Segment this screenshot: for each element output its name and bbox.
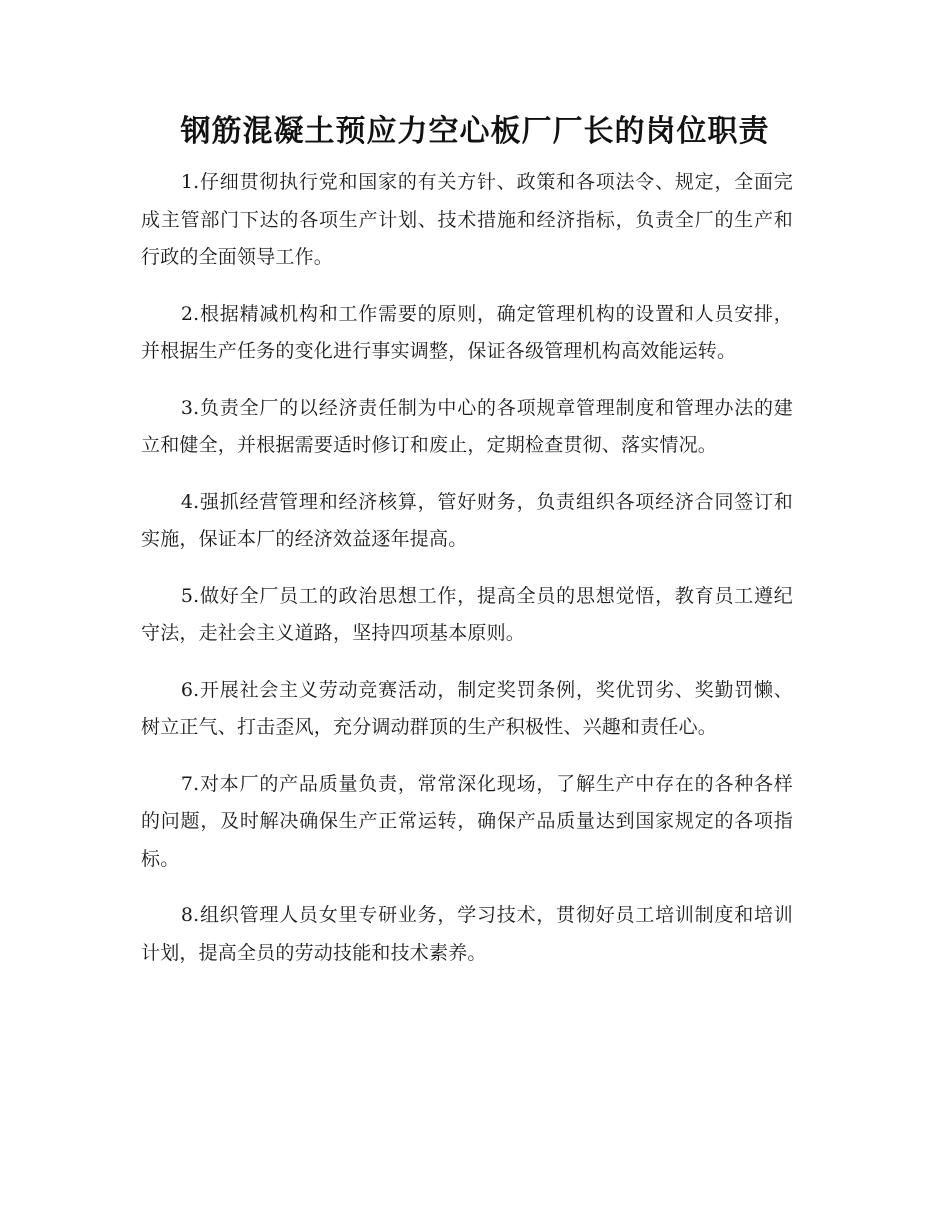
paragraph-7: 7.对本厂的产品质量负责，常常深化现场，了解生产中存在的各种各样的问题，及时解决确保生产正常运转，确保产品质量达到国家规定的各项指标。 bbox=[141, 772, 793, 870]
paragraph-8: 8.组织管理人员女里专研业务，学习技术，贯彻好员工培训制度和培训计划，提高全员的劳动技能和技术素养。 bbox=[141, 904, 793, 964]
paragraph-3: 3.负责全厂的以经济责任制为中心的各项规章管理制度和管理办法的建立和健全，并根据需要适时修订和废止，定期检查贯彻、落实情况。 bbox=[141, 396, 793, 456]
paragraph-2: 2.根据精减机构和工作需要的原则，确定管理机构的设置和人员安排，并根据生产任务的变化进行事实调整，保证各级管理机构高效能运转。 bbox=[141, 302, 793, 362]
document-body bbox=[141, 164, 793, 991]
paragraph-6: 6.开展社会主义劳动竞赛活动，制定奖罚条例，奖优罚劣、奖勤罚懒、树立正气、打击歪风，充分调动群顶的生产积极性、兴趣和责任心。 bbox=[141, 678, 793, 738]
paragraph-4: 4.强抓经营管理和经济核算，管好财务，负责组织各项经济合同签订和实施，保证本厂的经济效益逐年提高。 bbox=[141, 490, 793, 550]
document-title: 钢筋混凝土预应力空心板厂厂长的岗位职责 bbox=[180, 114, 770, 149]
paragraph-5: 5.做好全厂员工的政治思想工作，提高全员的思想觉悟，教育员工遵纪守法，走社会主义道路，坚持四项基本原则。 bbox=[141, 584, 793, 644]
paragraph-1: 1.仔细贯彻执行党和国家的有关方针、政策和各项法令、规定，全面完成主管部门下达的各项生产计划、技术措施和经济指标，负责全厂的生产和行政的全面领导工作。 bbox=[141, 171, 793, 268]
